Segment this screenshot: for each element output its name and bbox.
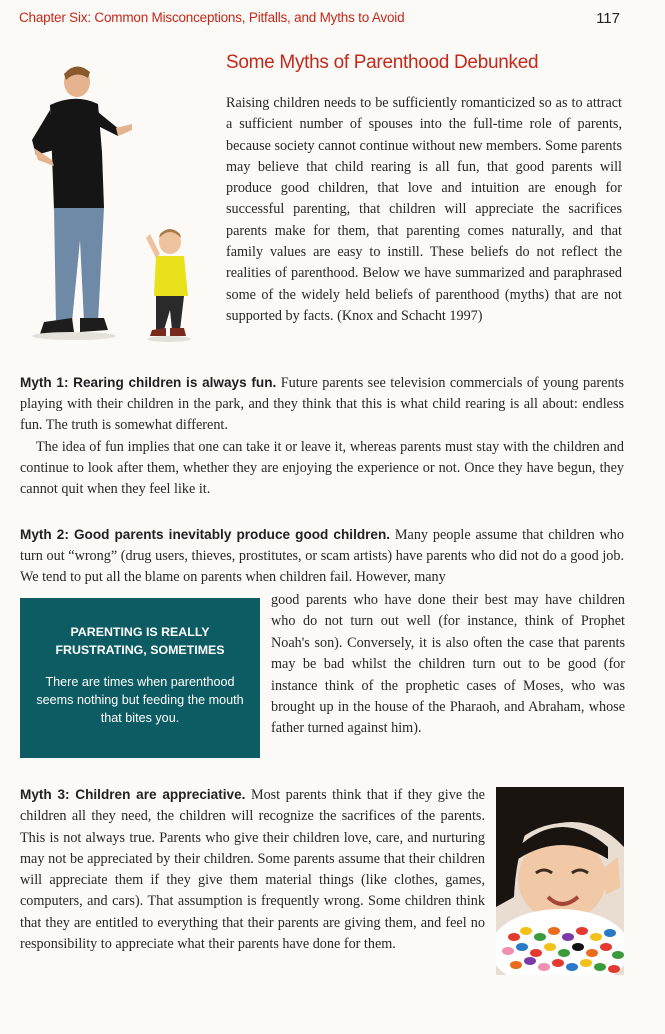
myth-2-continuation: good parents who have done their best may have children who do not turn out well (for instance, think of Prophet Noah's son). Conversely, it is also often the case that parents may be bad whilst the children turn out to be good (for instance think of the prophetic cases of Moses, who was brought up in the house of the Pharaoh, and Abraham, whose father turned against him). xyxy=(271,592,625,737)
myth-3-heading: Myth 3: Children are appreciative. xyxy=(20,787,246,802)
parent-child-illustration xyxy=(14,60,219,350)
myth-3-text: Most parents think that if they give the children all they need, the children will recognize the sacrifices of the parents. This is not always true. Parents who give their children love, care, and nurturing may not be appreciated by their children. Some parents assume that their children will appreciate them if they give them material things (like clothes, games, computers, and cars). That assumption is frequently wrong. Some children think that they are entitled to everything that their parents are giving them, and feel no responsibility to appreciate what their parents have done for them. xyxy=(20,787,485,953)
section-title: Some Myths of Parenthood Debunked xyxy=(226,52,539,73)
myth-2-heading: Myth 2: Good parents inevitably produce good children. xyxy=(20,527,391,542)
page-number: 117 xyxy=(596,10,620,27)
myth-2-paragraph xyxy=(20,524,624,589)
running-head: Chapter Six: Common Misconceptions, Pitfalls, and Myths to Avoid xyxy=(19,10,405,25)
myth-1-heading: Myth 1: Rearing children is always fun. xyxy=(20,375,277,390)
myth-2-text: Many people assume that children who turn out “wrong” (drug users, thieves, prostitutes, or scam artists) have parents who did not do a good job. We tend to put all the blame on parents when children fail. However, many xyxy=(20,527,624,586)
myth-1-paragraph xyxy=(20,372,624,437)
myth-1-paragraph-2: The idea of fun implies that one can take it or leave it, whereas parents must stay with the children and continue to look after them, whether they are enjoying the experience or not. Once they have begun, they cannot quit when they feel like it. xyxy=(20,439,624,498)
myth-3-paragraph xyxy=(20,784,485,955)
callout-body: There are times when parenthood seems nothing but feeding the mouth that bites you. xyxy=(36,675,244,725)
myth-1-text: Future parents see television commercials of young parents playing with their children in the park, and they think that this is what child rearing is all about: endless fun. The truth is somewhat different. xyxy=(20,375,624,434)
child-shirt xyxy=(154,256,188,296)
adult-jeans xyxy=(54,208,104,322)
callout-heading: PARENTING IS REALLY FRUSTRATING, SOMETIMES xyxy=(55,625,225,657)
adult-shirt xyxy=(50,99,104,210)
callout-box xyxy=(20,598,260,758)
intro-paragraph: Raising children needs to be sufficiently romanticized so as to attract a sufficient number of spouses into the full-time role of parents, because society cannot continue without new members. Some parents may believe that child rearing is all fun, that good parents will produce good children, that love and intuition are enough for successful parenting, that children will appreciate the sacrifices parents make for them, that parenting comes naturally, and that family values are easy to instill. These beliefs do not reflect the realities of parenthood. Below we have summarized and paraphrased some of the widely held beliefs of parenthood (myths) that are not supported by facts. (Knox and Schacht 1997) xyxy=(226,95,622,324)
girl-with-jellybeans-photo xyxy=(496,787,624,975)
